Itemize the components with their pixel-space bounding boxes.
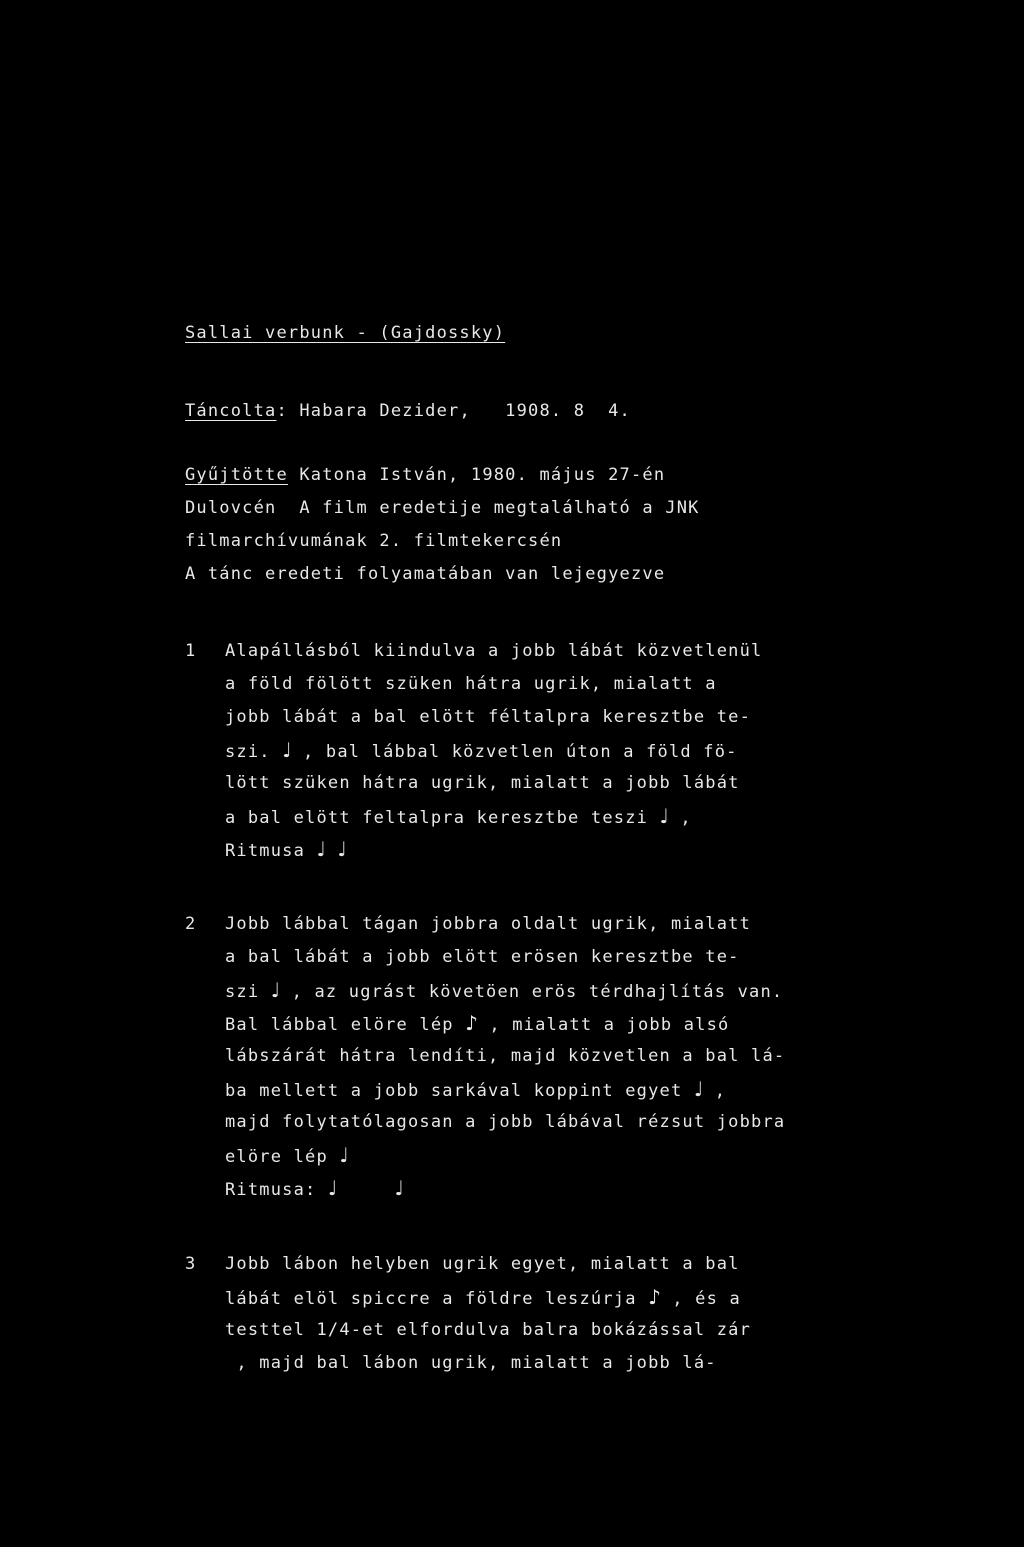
section-line [225, 739, 738, 763]
text-fragment: , az ugrást követöen erös térdhajlítás van. [280, 982, 784, 1002]
text-fragment: ba mellett a jobb sarkával koppint egyet [225, 1081, 694, 1101]
notation-note-line: A tánc eredeti folyamatában van lejegyezve [185, 564, 666, 584]
location-line: Dulovcén A film eredetije megtalálható a JNK [185, 498, 700, 518]
section-line: majd folytatólagosan a jobb lábával rézsut jobbra [225, 1112, 786, 1132]
quarter-note-icon: ♩ [394, 1176, 404, 1200]
section-number: 3 [185, 1254, 197, 1274]
rhythm-line [225, 838, 347, 862]
section-line: Alapállásból kiindulva a jobb lábát közvetlenül [225, 641, 763, 661]
text-fragment: , és a [660, 1289, 741, 1309]
quarter-note-icon: ♩ [693, 1077, 704, 1101]
section-line [225, 1286, 741, 1310]
collector-value: Katona István, 1980. május 27-én [287, 465, 666, 485]
section-line: jobb lábát a bal elött féltalpra keresztbe te- [225, 707, 752, 727]
text-fragment: , [668, 808, 692, 828]
rhythm-label: Ritmusa [225, 841, 317, 861]
text-fragment: elöre lép [225, 1147, 340, 1167]
text-fragment: a bal elött feltalpra keresztbe teszi [225, 808, 660, 828]
section-line [225, 1012, 729, 1036]
quarter-note-icon: ♩ [282, 738, 292, 762]
text-fragment: lábát elöl spiccre a földre leszúrja [225, 1289, 649, 1309]
dancer-line [185, 400, 631, 422]
quarter-note-icon: ♩ [337, 837, 347, 861]
quarter-note-icon: ♩ [339, 1143, 349, 1167]
text-fragment: Bal lábbal elöre lép [225, 1015, 466, 1035]
section-line: a föld fölött szüken hátra ugrik, mialatt a [225, 674, 717, 694]
rhythm-line [225, 1177, 404, 1201]
section-number: 1 [185, 641, 197, 661]
quarter-note-icon: ♩ [270, 978, 281, 1002]
section-line [225, 1144, 349, 1168]
section-line: , majd bal lábon ugrik, mialatt a jobb lá- [225, 1353, 717, 1373]
section-line [225, 1078, 726, 1102]
quarter-note-icon: ♩ [327, 1176, 338, 1200]
eighth-note-icon: ♪ [648, 1285, 661, 1309]
text-fragment: , [703, 1081, 727, 1101]
quarter-note-icon: ♩ [659, 804, 669, 828]
section-line: lábszárát hátra lendíti, majd közvetlen a bal lá- [225, 1046, 786, 1066]
eighth-note-icon: ♪ [465, 1011, 478, 1035]
section-line [225, 805, 692, 829]
section-line: Jobb lábbal tágan jobbra oldalt ugrik, mialatt [225, 914, 752, 934]
section-number: 2 [185, 914, 197, 934]
collector-line [185, 464, 665, 486]
section-line: lött szüken hátra ugrik, mialatt a jobb lábát [225, 773, 740, 793]
text-fragment: szi. [225, 742, 283, 762]
section-line: testtel 1/4-et elfordulva balra bokázással zár [225, 1320, 752, 1340]
section-line: Jobb lábon helyben ugrik egyet, mialatt a bal [225, 1254, 740, 1274]
section-line [225, 979, 783, 1003]
archive-line: filmarchívumának 2. filmtekercsén [185, 531, 563, 551]
text-fragment: , mialatt a jobb alsó [477, 1015, 730, 1035]
dancer-value: : Habara Dezider, 1908. 8 4. [276, 401, 631, 421]
text-fragment: szi [225, 982, 271, 1002]
dancer-label: Táncolta [185, 401, 277, 421]
document-title: Sallai verbunk - (Gajdossky) [185, 323, 506, 343]
rhythm-label: Ritmusa: [225, 1180, 328, 1200]
quarter-note-icon: ♩ [316, 837, 326, 861]
section-line: a bal lábát a jobb elött erösen keresztbe te- [225, 947, 740, 967]
collector-label: Gyűjtötte [185, 465, 288, 485]
text-fragment: , bal lábbal közvetlen úton a föld fö- [291, 742, 738, 762]
